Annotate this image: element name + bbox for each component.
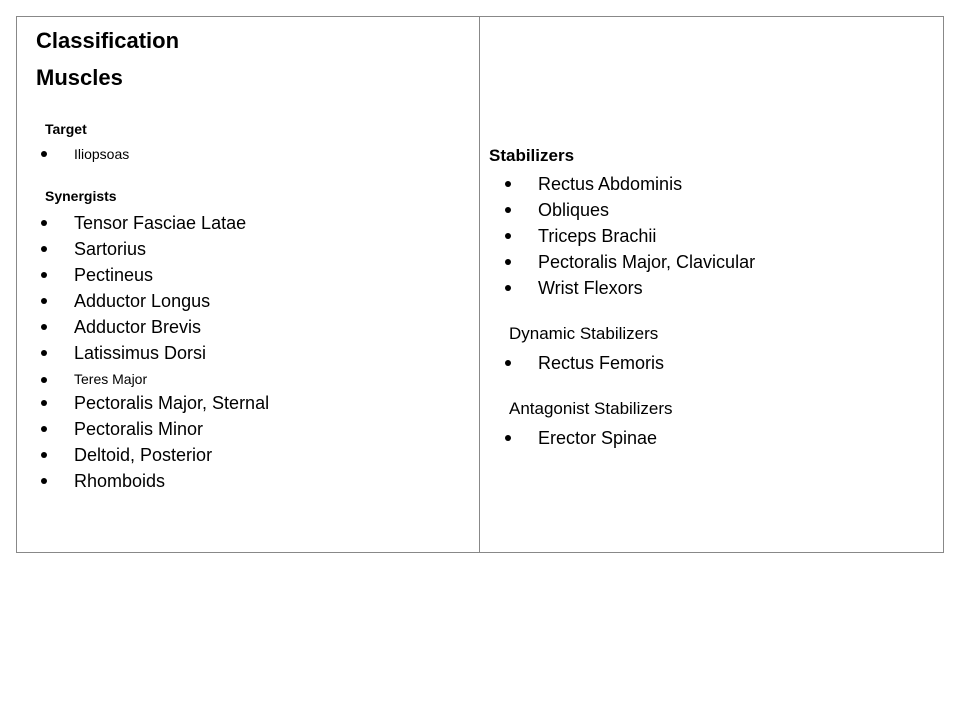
bullet-icon xyxy=(41,324,47,330)
synergists-heading: Synergists xyxy=(45,188,117,204)
dynamic-stabilizers-heading: Dynamic Stabilizers xyxy=(509,324,659,343)
list-item: Triceps Brachii xyxy=(505,227,755,253)
bullet-icon xyxy=(505,259,511,265)
list-item: Rhomboids xyxy=(41,472,269,498)
bullet-icon xyxy=(41,272,47,278)
bullet-icon xyxy=(505,207,511,213)
target-heading: Target xyxy=(45,121,87,137)
list-item: Adductor Brevis xyxy=(41,318,269,344)
target-list xyxy=(41,147,129,173)
bullet-icon xyxy=(505,435,511,441)
bullet-icon xyxy=(41,298,47,304)
list-item: Erector Spinae xyxy=(505,429,657,455)
list-item: Adductor Longus xyxy=(41,292,269,318)
list-item: Pectoralis Major, Clavicular xyxy=(505,253,755,279)
list-item: Rectus Femoris xyxy=(505,354,664,380)
list-item: Pectoralis Minor xyxy=(41,420,269,446)
bullet-icon xyxy=(505,181,511,187)
bullet-icon xyxy=(505,233,511,239)
bullet-icon xyxy=(41,478,47,484)
bullet-icon xyxy=(41,400,47,406)
dynamic-stabilizers-list xyxy=(505,354,664,380)
list-item: Latissimus Dorsi xyxy=(41,344,269,370)
title-classification: Classification xyxy=(36,28,180,53)
bullet-icon xyxy=(505,360,511,366)
bullet-icon xyxy=(41,151,47,157)
list-item: Sartorius xyxy=(41,240,269,266)
cell-divider xyxy=(479,16,480,553)
antagonist-stabilizers-list xyxy=(505,429,657,455)
list-item: Pectineus xyxy=(41,266,269,292)
list-item: Obliques xyxy=(505,201,755,227)
bullet-icon xyxy=(41,452,47,458)
bullet-icon xyxy=(41,377,47,383)
list-item: Teres Major xyxy=(41,370,269,394)
bullet-icon xyxy=(41,220,47,226)
bullet-icon xyxy=(505,285,511,291)
title-muscles: Muscles xyxy=(36,65,123,90)
antagonist-stabilizers-heading: Antagonist Stabilizers xyxy=(509,399,673,418)
synergists-list xyxy=(41,214,269,498)
list-item: Pectoralis Major, Sternal xyxy=(41,394,269,420)
stabilizers-heading: Stabilizers xyxy=(489,146,575,165)
list-item: Tensor Fasciae Latae xyxy=(41,214,269,240)
list-item: Deltoid, Posterior xyxy=(41,446,269,472)
list-item: Iliopsoas xyxy=(41,147,129,173)
list-item: Rectus Abdominis xyxy=(505,175,755,201)
bullet-icon xyxy=(41,426,47,432)
bullet-icon xyxy=(41,350,47,356)
stabilizers-list xyxy=(505,175,755,305)
bullet-icon xyxy=(41,246,47,252)
list-item: Wrist Flexors xyxy=(505,279,755,305)
